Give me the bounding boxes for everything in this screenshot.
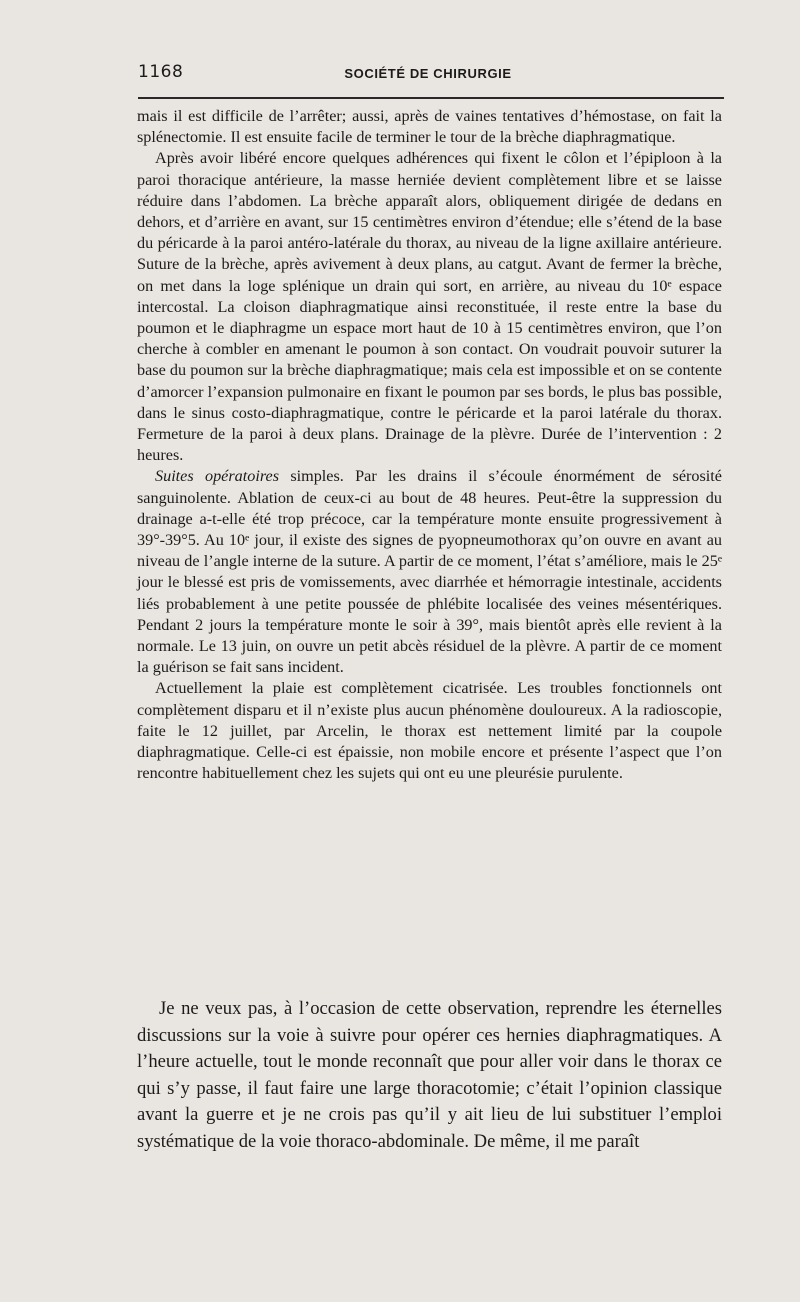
- observation-paragraph: Actuellement la plaie est complètement cicatrisée. Les troubles fonctionnels ont complètement disparu et il n’existe plus aucun phénomène douloureux. A la radioscopie, faite le 12 juillet, par Arcelin, le thorax est nettement limité par la coupole diaphragmatique. Celle-ci est épaissie, non mobile encore et présente l’aspect que l’on rencontre habituellement chez les sujets qui ont eu une pleurésie purulente.: [137, 679, 722, 783]
- observation-paragraph: Après avoir libéré encore quelques adhérences qui fixent le côlon et l’épiploon à la paroi thoracique antérieure, la masse herniée devient complètement libre et se laisse réduire dans l’abdomen. La brèche apparaît alors, obliquement dirigée de dedans en dehors, et d’arrière en avant, sur 15 centimètres environ d’étendue; elle s’étend de la base du péricarde à la paroi antéro-latérale du thorax, au niveau de la ligne axillaire antérieure. Suture de la brèche, après avivement à deux plans, au catgut. Avant de fermer la brèche, on met dans la loge splénique un drain qui sort, en arrière, au niveau du 10ᵉ espace intercostal. La cloison diaphragmatique ainsi reconstituée, il reste entre la base du poumon et le diaphragme un espace mort haut de 10 à 15 centimètres environ, que l’on cherche à combler en amenant le poumon à son contact. On voudrait pouvoir suturer la base du poumon sur la brèche diaphragmatique; mais cela est impossible et on se contente d’amorcer l’expansion pulmonaire en fixant le poumon par ses bords, le plus bas possible, dans le sinus costo-diaphragmatique, contre le péricarde et la paroi latérale du thorax. Fermeture de la paroi à deux plans. Drainage de la plèvre. Durée de l’intervention : 2 heures.: [137, 149, 722, 465]
- observation-text: [137, 106, 722, 785]
- header-rule: [138, 97, 724, 99]
- observation-paragraph: mais il est difficile de l’arrêter; aussi, après de vaines tentatives d’hémostase, on fait la splénectomie. Il est ensuite facile de terminer le tour de la brèche diaphragmatique.: [137, 107, 722, 147]
- observation-paragraph: [137, 466, 722, 678]
- paragraph-body: simples. Par les drains il s’écoule énormément de sérosité sanguinolente. Ablation de ceux-ci au bout de 48 heures. Peut-être la suppression du drainage a-t-elle été trop précoce, car la température monte ensuite progressivement à 39°-39°5. Au 10ᵉ jour, il existe des signes de pyopneumothorax qu’on ouvre en avant au niveau de l’angle interne de la suture. A partir de ce moment, l’état s’améliore, mais le 25ᵉ jour le blessé est pris de vomissements, avec diarrhée et hémorragie intestinale, accidents liés probablement à une petite poussée de phlébite localisée des veines mésentériques. Pendant 2 jours la température monte le soir à 39°, mais bientôt après elle revient à la normale. Le 13 juin, on ouvre un petit abcès résiduel de la plèvre. A partir de ce moment la guérison se fait sans incident.: [137, 467, 722, 677]
- commentary-text: [137, 996, 722, 1155]
- commentary-paragraph: Je ne veux pas, à l’occasion de cette observation, reprendre les éternelles discussions sur la voie à suivre pour opérer ces hernies diaphragmatiques. A l’heure actuelle, tout le monde reconnaît que pour aller voir dans le thorax ce qui s’y passe, il faut faire une large thoracotomie; c’était l’opinion classique avant la guerre et je ne crois pas qu’il y ait lieu de lui substituer l’emploi systématique de la voie thoraco-abdominale. De même, il me paraît: [137, 998, 722, 1152]
- italic-heading: Suites opératoires: [155, 467, 280, 486]
- page-header: [138, 56, 718, 90]
- running-title: SOCIÉTÉ DE CHIRURGIE: [344, 66, 512, 81]
- page-number: 1168: [138, 62, 184, 82]
